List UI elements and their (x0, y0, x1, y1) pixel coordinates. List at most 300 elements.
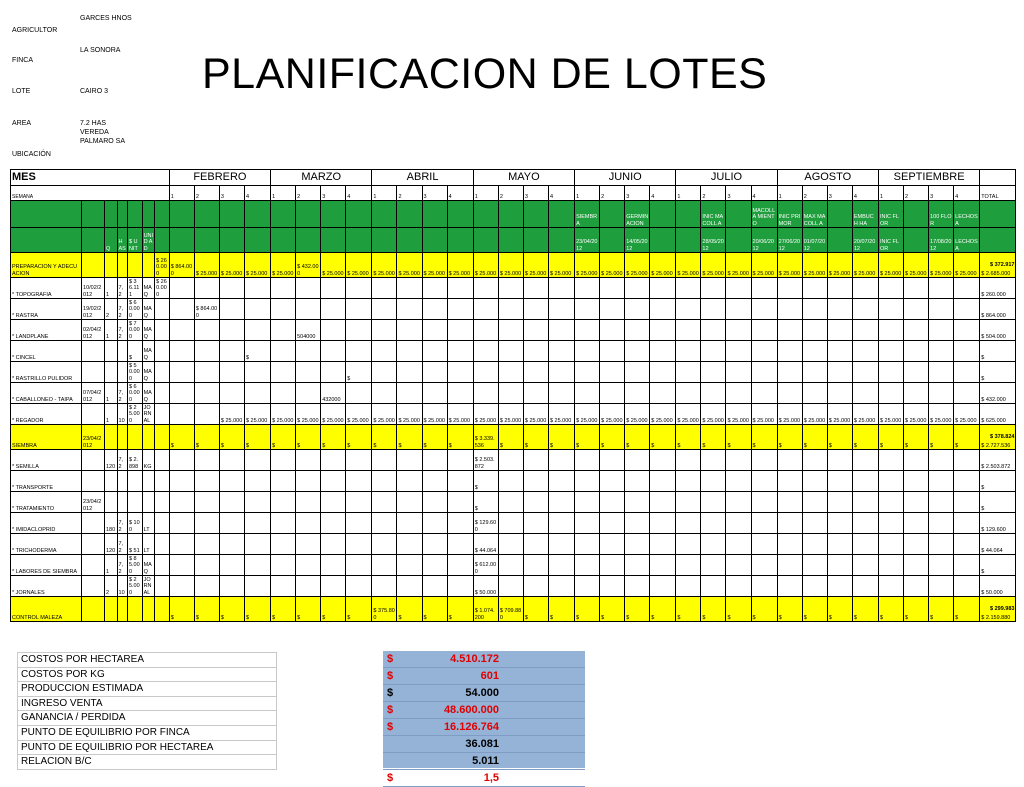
week-value-cell (219, 555, 244, 576)
date-cell (82, 597, 105, 622)
week-value-cell (219, 576, 244, 597)
has-cell: 7,2 (117, 450, 127, 471)
week-value-cell (397, 576, 422, 597)
week-value-cell (802, 450, 827, 471)
week-value-cell (498, 278, 523, 299)
week-value-cell (575, 341, 600, 362)
week-value-cell (600, 362, 625, 383)
week-value-cell: $ 25.000 (701, 404, 726, 425)
week-value-cell (929, 534, 954, 555)
week-value-cell (726, 278, 751, 299)
week-value-cell: $ 612.000 (473, 555, 498, 576)
week-value-cell (904, 278, 929, 299)
row-label: * SEMILLA (11, 450, 82, 471)
spacer-cell (155, 383, 170, 404)
week-value-cell (346, 383, 372, 404)
summary-amount: 48.600.000 (443, 704, 499, 716)
week-value-cell: $ (523, 597, 548, 622)
table-row (11, 253, 1016, 278)
week-value-cell (346, 278, 372, 299)
unit-cell: JORN AL (142, 404, 155, 425)
week-number: 1 (676, 186, 701, 201)
event-cell (219, 201, 244, 228)
week-value-cell (802, 362, 827, 383)
week-value-cell: $ 25.000 (447, 404, 473, 425)
q-cell: 1 (104, 404, 117, 425)
week-value-cell (575, 362, 600, 383)
week-value-cell: $ (954, 425, 980, 450)
row-label: * CINCEL (11, 341, 82, 362)
week-value-cell (346, 534, 372, 555)
week-value-cell (372, 513, 397, 534)
summary-label: INGRESO VENTA (17, 697, 277, 712)
week-value-cell (194, 492, 219, 513)
week-value-cell: $ (904, 597, 929, 622)
week-value-cell (852, 513, 878, 534)
unit-cell: MAQ (142, 341, 155, 362)
week-value-cell: $ (169, 425, 194, 450)
week-value-cell (219, 471, 244, 492)
unit-cell: MAQ (142, 362, 155, 383)
average-value: $ 372.917 (990, 262, 1015, 268)
week-value-cell: $ (625, 597, 650, 622)
spacer-cell (155, 555, 170, 576)
currency-symbol: $ (387, 653, 394, 665)
week-value-cell (751, 534, 777, 555)
q-cell (104, 362, 117, 383)
row-label: * RASTRILLO PULIDOR (11, 362, 82, 383)
event-date-cell (726, 228, 751, 253)
event-cell (422, 201, 447, 228)
table-row (11, 299, 1016, 320)
has-cell: 7,2 (117, 278, 127, 299)
week-value-cell (827, 576, 852, 597)
event-cell (296, 201, 321, 228)
week-value-cell (447, 513, 473, 534)
week-value-cell: $ 2.503.872 (473, 450, 498, 471)
column-header: HAS (117, 228, 127, 253)
week-value-cell: $ (321, 597, 346, 622)
week-number: 3 (625, 186, 650, 201)
unit-price-cell (127, 597, 142, 622)
week-value-cell (751, 513, 777, 534)
week-value-cell (194, 383, 219, 404)
unit-price-cell: $ 50.000 (127, 362, 142, 383)
spacer-cell (155, 299, 170, 320)
table-row (11, 425, 1016, 450)
week-value-cell: $ 25.000 (296, 404, 321, 425)
week-value-cell (523, 320, 548, 341)
event-date-cell (548, 228, 574, 253)
event-date-cell (321, 228, 346, 253)
week-value-cell (296, 555, 321, 576)
week-value-cell (802, 471, 827, 492)
row-label: * TOPOGRAFIA (11, 278, 82, 299)
week-value-cell (878, 534, 903, 555)
week-value-cell (219, 492, 244, 513)
week-value-cell (777, 450, 802, 471)
week-value-cell (625, 320, 650, 341)
table-row (11, 597, 1016, 622)
summary-label: GANANCIA / PERDIDA (17, 711, 277, 726)
spacer-cell (155, 597, 170, 622)
event-date-cell: 17/08/2012 (929, 228, 954, 253)
week-value-cell (676, 576, 701, 597)
week-value-cell (473, 341, 498, 362)
week-value-cell (625, 471, 650, 492)
event-cell (827, 201, 852, 228)
week-value-cell: $ 25.000 (650, 253, 676, 278)
event-date-cell (600, 228, 625, 253)
week-value-cell: $ 25.000 (473, 404, 498, 425)
week-value-cell (701, 555, 726, 576)
week-value-cell: $ 50.000 (473, 576, 498, 597)
week-value-cell (548, 513, 574, 534)
week-value-cell: $ 25.000 (802, 253, 827, 278)
date-cell: 19/02/2012 (82, 299, 105, 320)
week-value-cell (827, 299, 852, 320)
week-number: 1 (372, 186, 397, 201)
week-value-cell (929, 341, 954, 362)
week-value-cell (827, 513, 852, 534)
week-value-cell: $ (575, 597, 600, 622)
week-value-cell (852, 278, 878, 299)
header-cell (104, 201, 117, 228)
date-cell (82, 450, 105, 471)
week-value-cell (575, 513, 600, 534)
unit-price-cell: $ 25.000 (127, 576, 142, 597)
week-value-cell: $ 25.000 (929, 404, 954, 425)
week-value-cell (650, 278, 676, 299)
week-value-cell (904, 492, 929, 513)
week-value-cell: $ (548, 597, 574, 622)
q-cell (104, 341, 117, 362)
summary-value-row (383, 719, 585, 736)
week-value-cell (904, 320, 929, 341)
week-value-cell (422, 278, 447, 299)
event-cell (676, 201, 701, 228)
week-value-cell: $ (473, 471, 498, 492)
row-label: * TRICHODERMA (11, 534, 82, 555)
row-total: $ (980, 492, 1016, 513)
month-header: JUNIO (575, 170, 676, 186)
event-date-cell (422, 228, 447, 253)
week-value-cell (296, 299, 321, 320)
week-value-cell: $ (548, 425, 574, 450)
week-value-cell (244, 471, 270, 492)
week-value-cell (422, 341, 447, 362)
date-cell (82, 471, 105, 492)
has-cell (117, 597, 127, 622)
week-value-cell: $ (600, 425, 625, 450)
table-row (11, 534, 1016, 555)
week-value-cell: $ 432.000 (296, 253, 321, 278)
row-label: SIEMBRA (11, 425, 82, 450)
week-value-cell (954, 341, 980, 362)
week-value-cell (852, 492, 878, 513)
week-value-cell: $ 25.000 (600, 404, 625, 425)
week-value-cell (777, 471, 802, 492)
month-header: FEBRERO (169, 170, 270, 186)
unit-price-cell: $ 25.000 (127, 404, 142, 425)
week-value-cell: $ 25.000 (726, 253, 751, 278)
week-value-cell (625, 341, 650, 362)
week-value-cell (726, 534, 751, 555)
week-value-cell (321, 492, 346, 513)
spacer-cell (155, 362, 170, 383)
week-value-cell (878, 383, 903, 404)
week-value-cell (548, 383, 574, 404)
month-header: AGOSTO (777, 170, 878, 186)
week-value-cell (777, 341, 802, 362)
week-value-cell (929, 299, 954, 320)
week-value-cell (422, 492, 447, 513)
week-value-cell (523, 299, 548, 320)
week-value-cell (852, 362, 878, 383)
week-value-cell: $ (194, 597, 219, 622)
table-row (11, 513, 1016, 534)
summary-amount: 16.126.764 (443, 721, 499, 733)
has-cell: 7,2 (117, 534, 127, 555)
week-value-cell: $ 25.000 (802, 404, 827, 425)
unit-cell (142, 425, 155, 450)
week-value-cell (397, 383, 422, 404)
week-value-cell: $ 1.074.200 (473, 597, 498, 622)
week-number: 3 (219, 186, 244, 201)
row-total: $ 432.000 (980, 383, 1016, 404)
week-value-cell: $ 129.600 (473, 513, 498, 534)
week-value-cell: $ 44.064 (473, 534, 498, 555)
week-value-cell (244, 576, 270, 597)
week-value-cell (447, 299, 473, 320)
week-number: 2 (296, 186, 321, 201)
week-value-cell: $ 25.000 (422, 253, 447, 278)
agricultor-value: GARCES HNOS (80, 15, 132, 22)
month-header: MARZO (271, 170, 372, 186)
week-value-cell: $ (625, 425, 650, 450)
summary-amount: 5.011 (472, 755, 499, 767)
week-value-cell (904, 299, 929, 320)
week-value-cell (447, 383, 473, 404)
week-value-cell (575, 320, 600, 341)
week-value-cell (244, 320, 270, 341)
week-value-cell (726, 320, 751, 341)
week-value-cell (904, 534, 929, 555)
week-value-cell (296, 383, 321, 404)
week-value-cell: $ 25.000 (346, 253, 372, 278)
currency-symbol: $ (387, 670, 394, 682)
week-value-cell (194, 471, 219, 492)
week-value-cell: $ 25.000 (575, 253, 600, 278)
week-value-cell (852, 471, 878, 492)
week-value-cell (701, 383, 726, 404)
week-value-cell (422, 299, 447, 320)
week-value-cell: $ 25.000 (777, 404, 802, 425)
week-value-cell: $ (244, 425, 270, 450)
week-value-cell (397, 320, 422, 341)
event-date-cell (447, 228, 473, 253)
week-value-cell: $ (676, 425, 701, 450)
table-row (11, 170, 1016, 186)
week-value-cell (878, 555, 903, 576)
week-value-cell (929, 320, 954, 341)
week-value-cell (346, 576, 372, 597)
event-date-cell (372, 228, 397, 253)
week-value-cell (904, 555, 929, 576)
week-value-cell (726, 362, 751, 383)
week-value-cell (929, 362, 954, 383)
total-label: TOTAL (980, 186, 1016, 201)
week-value-cell (397, 278, 422, 299)
month-header: ABRIL (372, 170, 473, 186)
week-value-cell (575, 555, 600, 576)
week-value-cell (802, 299, 827, 320)
week-value-cell (777, 534, 802, 555)
average-value: $ 299.983 (990, 606, 1015, 612)
event-cell (498, 201, 523, 228)
week-value-cell (169, 341, 194, 362)
week-value-cell (777, 513, 802, 534)
week-value-cell (422, 362, 447, 383)
row-total: $ 2.503.872 (980, 450, 1016, 471)
week-value-cell (777, 362, 802, 383)
lote-value: CAIRO 3 (80, 88, 109, 95)
week-value-cell (548, 534, 574, 555)
row-total: $ 2.159.880 (980, 597, 1016, 622)
week-value-cell (650, 341, 676, 362)
table-row (11, 450, 1016, 471)
week-number: 1 (777, 186, 802, 201)
has-cell: 10 (117, 404, 127, 425)
week-value-cell: $ (523, 425, 548, 450)
week-value-cell (802, 555, 827, 576)
week-number: 2 (498, 186, 523, 201)
week-value-cell (498, 471, 523, 492)
week-number: 3 (321, 186, 346, 201)
week-value-cell (625, 450, 650, 471)
row-label: * TRATAMIENTO (11, 492, 82, 513)
row-label: CONTROL MALEZA (11, 597, 82, 622)
event-date-cell: 14/05/2012 (625, 228, 650, 253)
week-value-cell (498, 492, 523, 513)
week-value-cell (625, 299, 650, 320)
week-value-cell: $ 25.000 (422, 404, 447, 425)
week-value-cell (498, 383, 523, 404)
week-value-cell (271, 450, 296, 471)
unit-price-cell: $ 36.111 (127, 278, 142, 299)
row-label: * JORNALES (11, 576, 82, 597)
week-value-cell (321, 576, 346, 597)
agricultor-label: AGRICULTOR (12, 27, 58, 34)
header-cell (117, 201, 127, 228)
q-cell: 1 (104, 278, 117, 299)
month-header: JULIO (676, 170, 777, 186)
summary-label: PRODUCCION ESTIMADA (17, 682, 277, 697)
week-value-cell (802, 383, 827, 404)
week-value-cell (904, 513, 929, 534)
week-number: 3 (422, 186, 447, 201)
unit-price-cell: $ 2.898 (127, 450, 142, 471)
week-value-cell (751, 362, 777, 383)
week-value-cell: $ (650, 425, 676, 450)
table-row (11, 492, 1016, 513)
week-value-cell (372, 362, 397, 383)
week-value-cell (625, 383, 650, 404)
week-value-cell (219, 450, 244, 471)
week-value-cell (650, 362, 676, 383)
event-date-cell: 28/05/2012 (701, 228, 726, 253)
week-number: 1 (878, 186, 903, 201)
week-value-cell (194, 555, 219, 576)
header-cell (82, 201, 105, 228)
week-value-cell (827, 450, 852, 471)
row-total: $ 129.600 (980, 513, 1016, 534)
week-value-cell (904, 471, 929, 492)
week-value-cell: $ 25.000 (473, 253, 498, 278)
week-value-cell: $ 25.000 (676, 253, 701, 278)
event-date-cell (194, 228, 219, 253)
week-value-cell (422, 471, 447, 492)
ubicacion-value: VEREDA PALMARO SA (80, 129, 125, 145)
lote-label: LOTE (12, 88, 31, 95)
unit-cell: MAQ (142, 278, 155, 299)
week-value-cell (523, 471, 548, 492)
week-value-cell (625, 278, 650, 299)
semana-label: SEMANA (11, 186, 170, 201)
week-value-cell (321, 471, 346, 492)
week-value-cell (600, 383, 625, 404)
has-cell: 7,2 (117, 555, 127, 576)
row-total: $ 2.727.536 (980, 425, 1016, 450)
week-value-cell (169, 299, 194, 320)
date-cell (82, 404, 105, 425)
week-value-cell (751, 341, 777, 362)
table-row (11, 320, 1016, 341)
week-value-cell (523, 492, 548, 513)
week-value-cell: $ 25.000 (751, 253, 777, 278)
week-number: 4 (954, 186, 980, 201)
week-value-cell (600, 576, 625, 597)
summary-value-row (383, 702, 585, 719)
spacer-cell (155, 320, 170, 341)
week-value-cell (194, 404, 219, 425)
week-number: 2 (600, 186, 625, 201)
week-value-cell (777, 320, 802, 341)
week-value-cell (447, 278, 473, 299)
week-value-cell (726, 450, 751, 471)
week-value-cell (676, 341, 701, 362)
week-value-cell (575, 471, 600, 492)
week-value-cell (878, 471, 903, 492)
week-value-cell: $ (878, 425, 903, 450)
week-value-cell (827, 471, 852, 492)
row-total: $ 864.000 (980, 299, 1016, 320)
week-value-cell (498, 320, 523, 341)
week-value-cell: $ (852, 425, 878, 450)
event-cell (650, 201, 676, 228)
week-value-cell (321, 320, 346, 341)
week-value-cell (676, 320, 701, 341)
week-value-cell (878, 299, 903, 320)
week-value-cell (219, 278, 244, 299)
week-value-cell: $ 25.000 (523, 253, 548, 278)
week-value-cell (827, 341, 852, 362)
date-cell: 23/04/2012 (82, 425, 105, 450)
week-value-cell: $ 25.000 (878, 404, 903, 425)
unit-cell: KG (142, 450, 155, 471)
event-cell: GERMIN ACION (625, 201, 650, 228)
table-row (11, 341, 1016, 362)
